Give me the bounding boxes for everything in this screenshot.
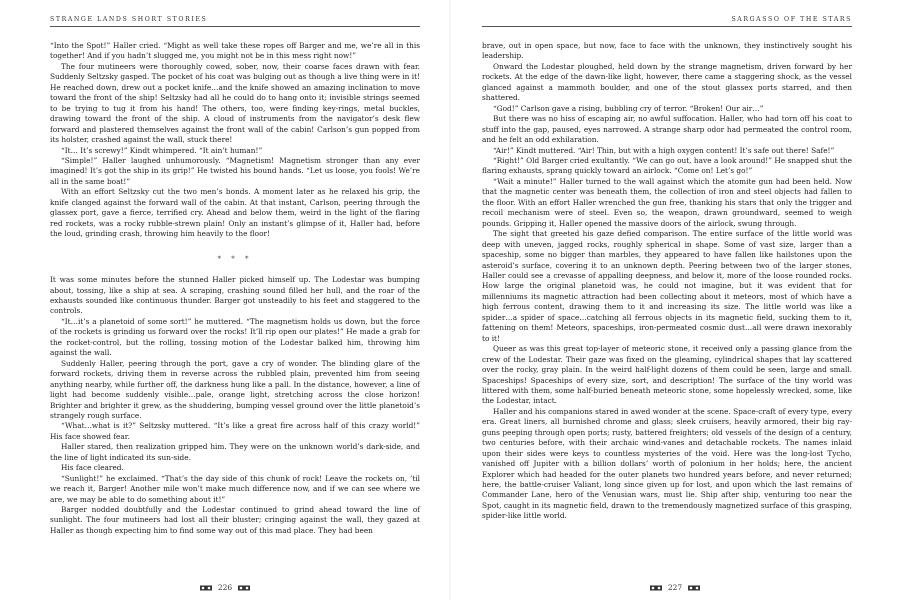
left-para-8: Suddenly Haller, peering through the port, gave a cry of wonder. The blinding glare of the forward rockets, driving them in reverse across the rubbled plain, prevented him from seeing anything nearby, while further off, the darkness hung like a pall. In the distance, however, a line of light had become suddenly visible…pale, orange light, stretching across the close horizon! Brighter and brighter it grew, as the shuddering, bumping vessel ground over the little planetoid’s strangely rough surface. xyxy=(50,358,420,420)
right-para-1: brave, out in open space, but now, face to face with the unknown, they instinctively sought his leadership. xyxy=(482,41,852,61)
left-page-number: 226 xyxy=(217,583,233,592)
left-para-6: It was some minutes before the stunned Haller picked himself up. The Lodestar was bumping about, tossing, like a ship at sea. A scraping, crashing sound filled her hull, and the roar of the exhausts sounded like continuous thunder. Barger got unsteadily to his feet and staggered to the controls. xyxy=(50,275,420,316)
right-para-9: Queer as was this great top-layer of meteoric stone, it received only a passing glance from the crew of the Lodestar. Their gaze was fixed on the gleaming, cylindrical shapes that lay scattered over the rocky, gray plain. In the weird half-light dozens of them could be seen, large and small. Spaceships! Spaceships of every size, sort, and description! The surface of the tiny world was littered with them, some half-buried beneath meteoric stone, some hopelessly wrecked, some, like the Lodestar, intact. xyxy=(482,344,852,406)
folio-ornament-right-icon xyxy=(238,585,250,591)
left-para-10: Haller stared, then realization gripped him. They were on the unknown world’s dark-side, and the line of light indicated its sun-side. xyxy=(50,442,420,462)
left-folio xyxy=(0,583,450,592)
left-para-7: “It…it’s a planetoid of some sort!” he muttered. “The magnetism holds us down, but the force of the rockets is grinding us forward over the rocks! It’ll rip open our plates!” He made a grab for the rocket-control, but the rolling, tossing motion of the Lodestar balked him, throwing him against the wall. xyxy=(50,316,420,358)
folio-ornament-right-icon xyxy=(688,585,700,591)
right-para-4: But there was no hiss of escaping air, no awful suffocation. Haller, who had torn off his coat to stuff into the gap, paused, eyes narrowed. A strange sharp odor had permeated the control room, and he felt an odd exhilaration. xyxy=(482,114,852,145)
right-para-7: “Wait a minute!” Haller turned to the wall against which the atomite gun had been held. Now that the magnetic center was beneath them, the collection of iron and steel objects had fallen to the floor. With an effort Haller wrenched the gun free, thanking his stars that only the trigger and recoil mechanism were of steel. Even so, the weapon, drawn groundward, seemed to weigh pounds. Gripping it, Haller opened the massive doors of the airlock, swung through. xyxy=(482,176,852,228)
left-para-1: “Into the Spot!” Haller cried. “Might as well take these ropes off Barger and me, we’re all in this together! And if you hadn’t slugged me, you might not be in this mess right now!” xyxy=(50,41,420,61)
right-running-head xyxy=(482,16,852,27)
right-page xyxy=(450,0,900,600)
left-para-9: “What…what is it?” Seltzsky muttered. “It’s like a great fire across half of this crazy world!” His face showed fear. xyxy=(50,421,420,441)
left-para-3: “It… It’s screwy!” Kindt whimpered. “It ain’t human!” xyxy=(61,145,263,155)
right-folio xyxy=(450,583,900,592)
left-para-5: With an effort Seltzsky cut the two men’s bonds. A moment later as he relaxed his grip, the knife clanged against the forward wall of the cabin. At that instant, Carlson, peering through the glassex port, gave a fierce, terrified cry. Ahead and below them, weird in the light of the flaring red rockets, was a rocky rubble-strewn plain! Only an instant’s glimpse of it, Haller had, before the loud, grinding crash, throwing him heavily to the floor! xyxy=(50,187,420,239)
right-para-8: The sight that greeted his gaze defied comparison. The entire surface of the little world was deep with uneven, jagged rocks, roughly spherical in shape. Some of vast size, larger than a spaceship, some no bigger than marbles, they appeared to have fallen like hailstones upon the asteroid’s surface, covering it to an unknown depth. Peering between two of the larger stones, Haller could see a crevasse of appalling deepness, and below it, more of the loose rounded rocks. How large the original planetoid was, he could not imagine, but it was evident that for millenniums its magnetic attraction had been collecting about it meteors, most of which have a high ferrous content, drawing them to it and increasing its size. The little world was like a spider…a spider of space…catching all ferrous objects in its magnetic field, sucking them to it, fattening on them! Meteors, spaceships, iron-permeated cosmic dust…all were drawn inexorably to it! xyxy=(482,229,852,343)
left-para-2: The four mutineers were thoroughly cowed, sober, now, their coarse faces drawn with fear. Suddenly Seltzsky gasped. The pocket of his coat was bulging out as though a live thing were in it! He reached down, drew out a pocket knife…and the knife showed an amazing inclination to move toward the front of the ship! Seltzsky had all he could do to hang onto it; invisible strings seemed to be trying to tug it from his hand! The others, too, were finding key-rings, metal buckles, drawing toward the front of the ship. A cloud of instruments from the navigator’s desk flew forward and plastered themselves against the front wall of the cabin! Carlson’s gun popped from its holster, crashed against the wall, stuck there! xyxy=(50,61,420,145)
right-para-3: “God!” Carlson gave a rising, bubbling cry of terror. “Broken! Our air…” xyxy=(493,103,764,113)
left-para-12: “Sunlight!” he exclaimed. “That’s the day side of this chunk of rock! Leave the rockets on, ’til we reach it, Barger! Another mile won’t make much difference now, and if we can see where we are, we may be able to do something about it!” xyxy=(50,473,420,504)
folio-ornament-left-icon xyxy=(650,585,662,591)
right-para-5: “Air!” Kindt muttered. “Air! Thin, but with a high oxygen content! It’s safe out there! Safe!” xyxy=(493,145,835,155)
right-para-10: Haller and his companions stared in awed wonder at the scene. Space-craft of every type, every era. Great liners, all burnished chrome and glass; sleek cruisers, heavily armored, their big ray-guns peeping through open ports; rusty, battered freighters; old vessels of the design of a century, two centuries before, with their archaic wind-vanes and detachable rockets. The names inlaid upon their sides were keys to countless mysteries of the void. Here was the long-lost Tycho, vanished off Jupiter with a billion dollars’ worth of polonium in her holds; here, the ancient Explorer which had headed for the outer planets two hundred years before, and never returned; here, the battle-cruiser Valiant, long since given up for lost, and upon which the last remains of Commander Lane, hero of the Venusian wars, must lie. Ship after ship, venturing too near the Spot, caught in its magnetic field, drawn to the tremendously magnetized surface of this grasping, spider-like little world. xyxy=(482,406,852,521)
left-para-4: “Simple!” Haller laughed unhumorously. “Magnetism! Magnetism stronger than any ever imagined! It’s got the ship in its grip!” He twisted his bound hands. “Let us loose, you fools! We’re all in the same boat!” xyxy=(50,155,420,186)
left-running-head xyxy=(50,16,420,27)
right-para-2: Onward the Lodestar ploughed, held down by the strange magnetism, driven forward by her rockets. At the edge of the dawn-like light, however, there came a staggering shock, as the vessel glanced against a mammoth boulder, and one of the stout glassex ports starred, and then shattered. xyxy=(482,61,852,103)
right-page-number: 227 xyxy=(667,583,683,592)
folio-ornament-left-icon xyxy=(200,585,212,591)
right-body-text xyxy=(482,41,852,522)
left-para-13: Barger nodded doubtfully and the Lodestar continued to grind ahead toward the line of sunlight. The four mutineers had lost all their bluster; cringing against the wall, they gazed at Haller as though expecting him to find some way out of this mad place. They had been xyxy=(50,505,420,535)
right-para-6: “Right!” Old Barger cried exultantly. “We can go out, have a look around!” He snapped shut the flaring exhausts, sprang quickly toward an airlock. “Come on! Let’s go!” xyxy=(482,155,852,176)
left-body-text xyxy=(50,41,420,536)
left-para-11: His face cleared. xyxy=(61,463,124,473)
right-running-head-text: SARGASSO OF THE STARS xyxy=(731,16,852,23)
scene-break: * * * xyxy=(217,254,253,263)
left-running-head-text: STRANGE LANDS SHORT STORIES xyxy=(50,16,208,23)
